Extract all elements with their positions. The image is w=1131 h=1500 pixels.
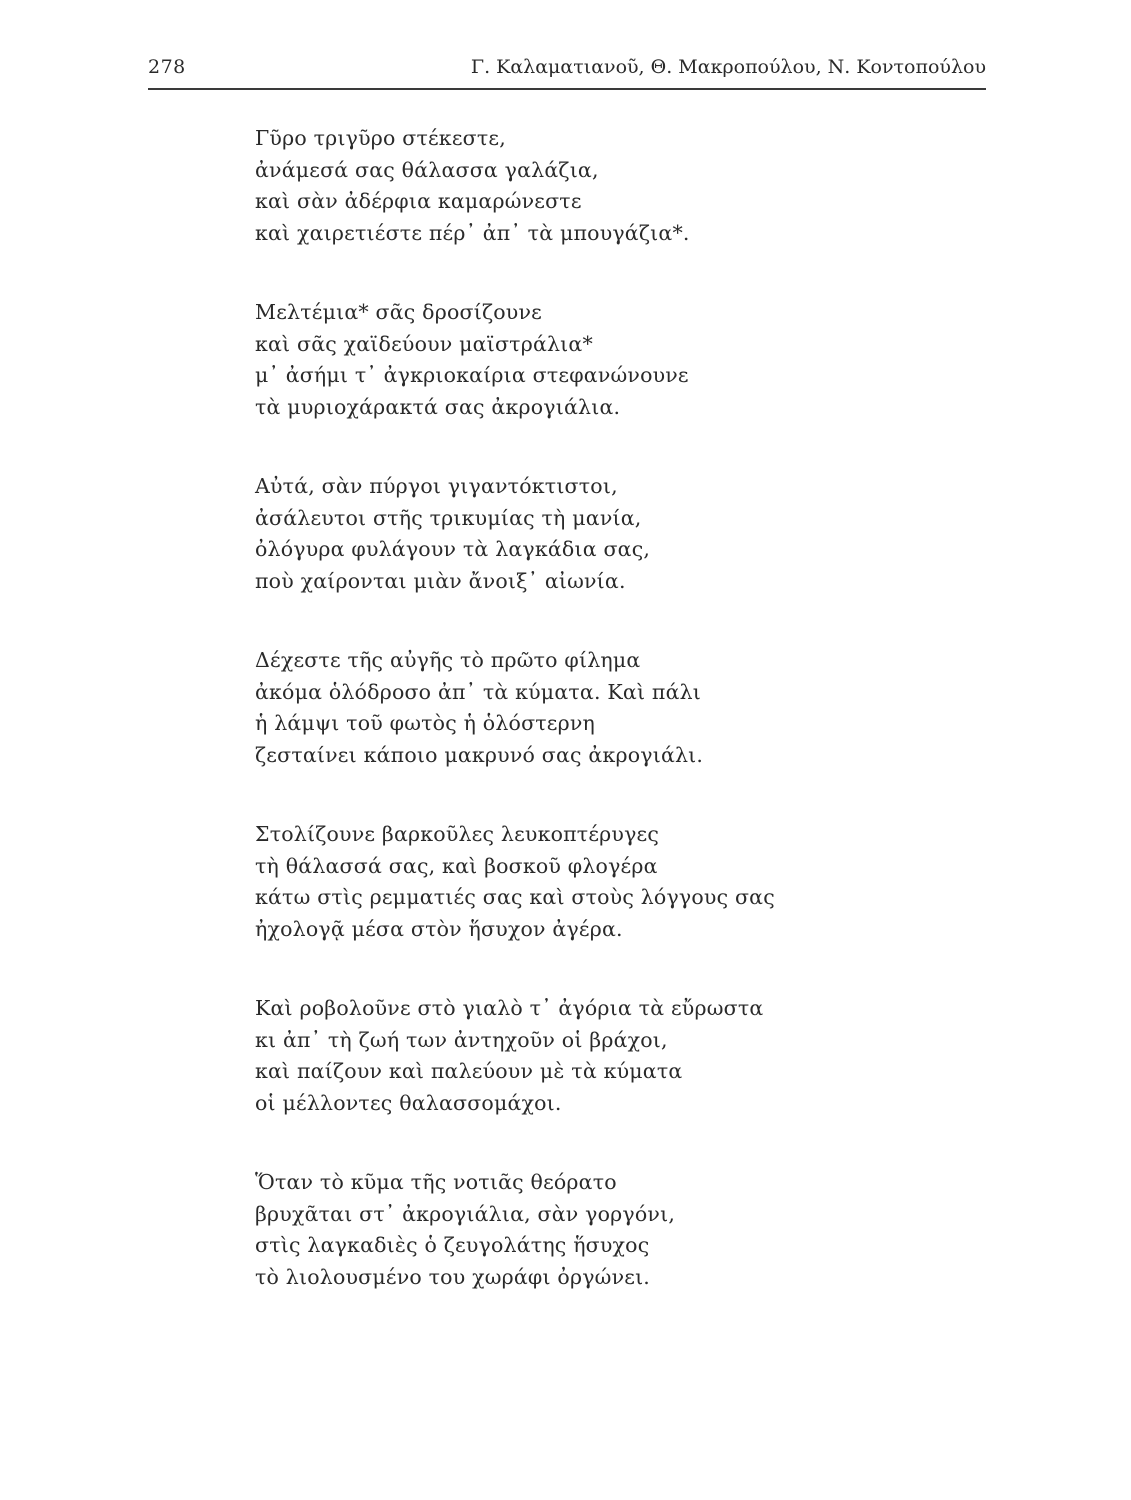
poem-line: βρυχᾶται στ᾽ ἀκρογιάλια, σὰν γοργόνι, xyxy=(255,1201,676,1226)
stanza-2 xyxy=(255,297,955,423)
poem-line: ὀλόγυρα φυλάγουν τὰ λαγκάδια σας, xyxy=(255,537,651,561)
poem-line: καὶ σᾶς χαϊδεύουν μαϊστράλια* xyxy=(255,331,593,356)
poem-line: ἀκόμα ὁλόδροσο ἀπ᾽ τὰ κύματα. Καὶ πάλι xyxy=(255,679,702,704)
poem-line: Καὶ ροβολοῦνε στὸ γιαλὸ τ᾽ ἀγόρια τὰ εὔρωστα xyxy=(255,996,764,1020)
page-number: 278 xyxy=(148,56,186,78)
poem-line: ἀσάλευτοι στῆς τρικυμίας τὴ μανία, xyxy=(255,505,642,530)
poem-line: στὶς λαγκαδιὲς ὁ ζευγολάτης ἥσυχος xyxy=(255,1233,650,1257)
poem-line: ποὺ χαίρονται μιὰν ἄνοιξ᾽ αἰωνία. xyxy=(255,568,626,593)
poem-line: καὶ παίζουν καὶ παλεύουν μὲ τὰ κύματα xyxy=(255,1059,683,1083)
stanza-6 xyxy=(255,993,955,1119)
poem-line: καὶ σὰν ἀδέρφια καμαρώνεστε xyxy=(255,189,582,213)
poem-line: τὴ θάλασσά σας, καὶ βοσκοῦ φλογέρα xyxy=(255,853,658,878)
poem xyxy=(255,123,955,1341)
poem-line: κι ἀπ᾽ τὴ ζωή των ἀντηχοῦν οἱ βράχοι, xyxy=(255,1027,668,1052)
poem-line: ἡ λάμψι τοῦ φωτὸς ἡ ὁλόστερνη xyxy=(255,711,596,735)
poem-line: Αὐτά, σὰν πύργοι γιγαντόκτιστοι, xyxy=(255,474,618,498)
poem-line: Μελτέμια* σᾶς δροσίζουνε xyxy=(255,300,542,324)
poem-line: τὰ μυριοχάρακτά σας ἀκρογιάλια. xyxy=(255,394,621,419)
poem-line: Γῦρο τριγῦρο στέκεστε, xyxy=(255,126,506,150)
stanza-1 xyxy=(255,123,955,249)
page-header xyxy=(148,52,986,90)
stanza-7 xyxy=(255,1167,955,1293)
poem-line: τὸ λιολουσμένο του χωράφι ὀργώνει. xyxy=(255,1264,651,1289)
poem-line: Στολίζουνε βαρκοῦλες λευκοπτέρυγες xyxy=(255,822,660,846)
running-head-authors: Γ. Καλαματιανοῦ, Θ. Μακροπούλου, Ν. Κοντοπούλου xyxy=(470,56,986,78)
poem-line: ζεσταίνει κάποιο μακρυνό σας ἀκρογιάλι. xyxy=(255,742,704,767)
poem-line: Δέχεστε τῆς αὐγῆς τὸ πρῶτο φίλημα xyxy=(255,648,641,672)
poem-line: μ᾽ ἀσήμι τ᾽ ἀγκριοκαίρια στεφανώνουνε xyxy=(255,363,689,387)
stanza-4 xyxy=(255,645,955,771)
stanza-3 xyxy=(255,471,955,597)
poem-line: Ὅταν τὸ κῦμα τῆς νοτιᾶς θεόρατο xyxy=(255,1170,617,1194)
poem-line: ἠχολογᾷ μέσα στὸν ἥσυχον ἀγέρα. xyxy=(255,916,623,941)
poem-line: οἱ μέλλοντες θαλασσομάχοι. xyxy=(255,1090,562,1115)
poem-line: κάτω στὶς ρεμματιές σας καὶ στοὺς λόγγους σας xyxy=(255,885,775,909)
poem-line: ἀνάμεσά σας θάλασσα γαλάζια, xyxy=(255,157,599,182)
stanza-5 xyxy=(255,819,955,945)
poem-line: καὶ χαιρετιέστε πέρ᾽ ἀπ᾽ τὰ μπουγάζια*. xyxy=(255,220,690,245)
